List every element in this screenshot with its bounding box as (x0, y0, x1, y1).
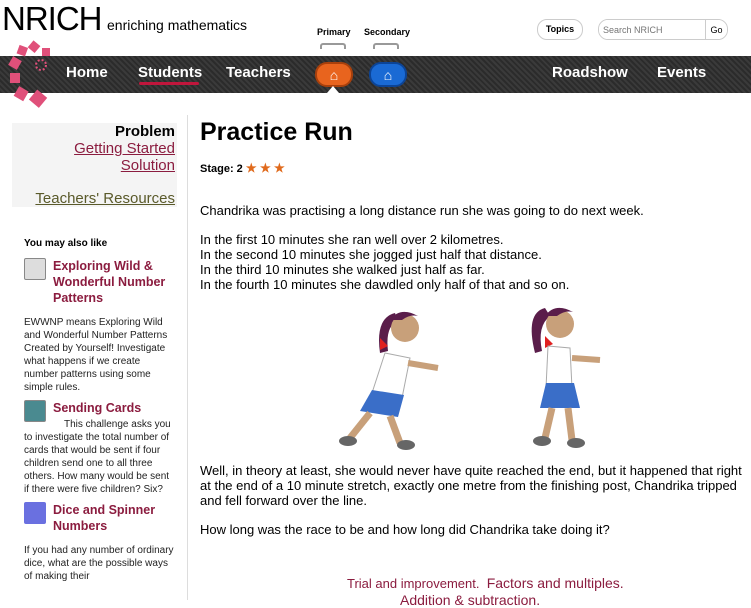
main-content (200, 115, 745, 537)
also-like-desc: This challenge asks you to investigate the total number of cards that would be sent if four children send one to all three others. How many would be sent if there were five children? Six? (24, 419, 171, 495)
nrich-flower-icon (8, 40, 58, 112)
nav-roadshow[interactable]: Roadshow (552, 64, 628, 81)
divider (187, 115, 188, 600)
tag-link[interactable]: Trial and improvement. (347, 576, 480, 591)
nav-home[interactable]: Home (66, 64, 108, 81)
also-like-link[interactable]: Dice and Spinner Numbers (53, 503, 156, 533)
stage-label: Stage: 2 (200, 163, 243, 175)
also-like (24, 237, 174, 589)
story-text: Well, in theory at least, she would never have quite reached the end, but it happened that right at the end of a 10 minute stretch, exactly one metre from the finishing post, Chandrika tripped and fell forward over the line. (200, 463, 742, 508)
running-girls-illustration (200, 298, 745, 458)
also-like-link[interactable]: Sending Cards (53, 401, 142, 415)
question-text: How long was the race to be and how long did Chandrika take doing it? (200, 522, 610, 537)
tag-link[interactable]: Addition & subtraction. (400, 592, 541, 608)
patterns-thumbnail-icon[interactable] (24, 258, 46, 280)
search-input[interactable] (599, 20, 705, 39)
also-like-heading: You may also like (24, 238, 108, 249)
also-like-desc: EWWNP means Exploring Wild and Wonderful Number Patterns Created by Yourself! Investigate what happens if we create number patterns using some simple rules. (24, 317, 168, 393)
stars-icon: ★ ★ ★ (245, 161, 285, 175)
problem-label: Problem (114, 123, 175, 140)
girl-leaning (339, 312, 438, 450)
line: In the second 10 minutes she jogged just half that distance. (200, 247, 542, 262)
go-button[interactable]: Go (705, 20, 727, 39)
problem-nav (12, 123, 177, 207)
also-like-desc: If you had any number of ordinary dice, what are the possible ways of making their (24, 545, 174, 582)
line: In the fourth 10 minutes she dawdled only half of that and so on. (200, 277, 570, 292)
nrich-logo[interactable]: NRICH (2, 0, 102, 37)
primary-home-icon[interactable]: ⌂ (315, 62, 353, 87)
line: In the first 10 minutes she ran well over 2 kilometres. (200, 232, 504, 247)
page-title: Practice Run (200, 118, 353, 146)
topic-tags (347, 575, 624, 591)
tag-link[interactable]: Factors and multiples. (486, 575, 624, 591)
topics-button[interactable]: Topics (537, 19, 583, 40)
secondary-bracket (373, 43, 399, 49)
teachers-resources-link[interactable]: Teachers' Resources (35, 190, 175, 207)
getting-started-link[interactable]: Getting Started (74, 140, 175, 157)
girl-upright (532, 308, 600, 448)
nav-events[interactable]: Events (657, 64, 707, 81)
active-underline (139, 82, 199, 85)
cards-thumbnail-icon[interactable] (24, 400, 46, 422)
tagline: enriching mathematics (107, 17, 248, 33)
run-lines (200, 232, 745, 292)
also-like-link[interactable]: Exploring Wild & Wonderful Number Patterns (53, 259, 166, 305)
primary-label[interactable]: Primary (317, 27, 351, 37)
stage (200, 161, 745, 175)
secondary-home-icon[interactable]: ⌂ (369, 62, 407, 87)
primary-bracket (320, 43, 346, 49)
nav-teachers[interactable]: Teachers (226, 64, 291, 81)
dice-thumbnail-icon[interactable] (24, 502, 46, 524)
intro-text: Chandrika was practising a long distance run she was going to do next week. (200, 203, 644, 218)
pointer-icon (327, 86, 339, 93)
search-box (598, 19, 728, 40)
nav-students[interactable]: Students (138, 64, 203, 81)
solution-link[interactable]: Solution (120, 157, 175, 174)
line: In the third 10 minutes she walked just half as far. (200, 262, 485, 277)
secondary-label[interactable]: Secondary (364, 27, 411, 37)
